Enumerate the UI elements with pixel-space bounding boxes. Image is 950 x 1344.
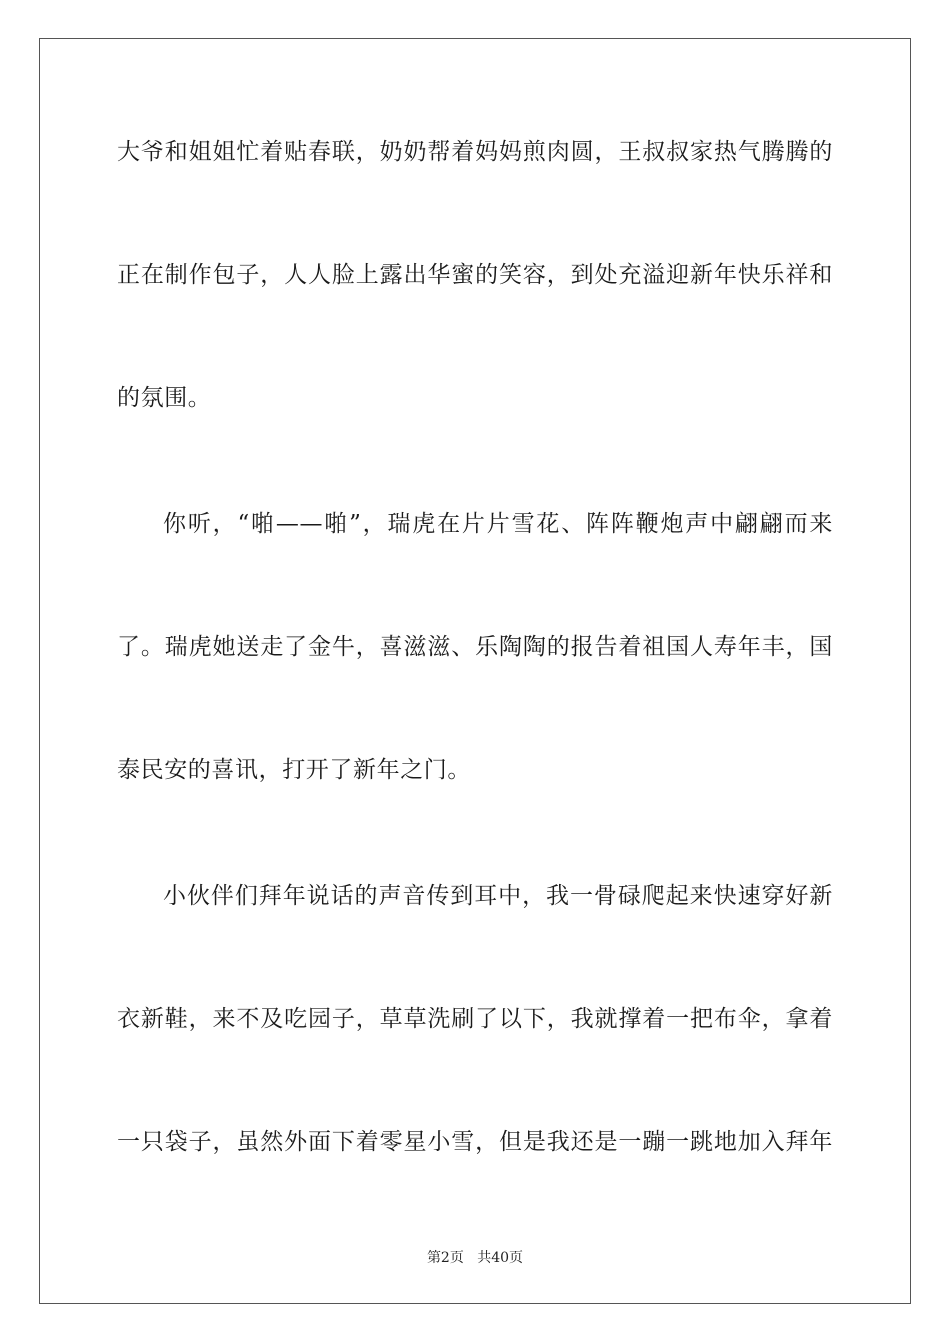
page-total: 共40页 [477,1250,524,1266]
text-line: 大爷和姐姐忙着贴春联，奶奶帮着妈妈煎肉圆，王叔叔家热气腾腾的 [117,139,833,165]
text-line: 了。瑞虎她送走了金牛，喜滋滋、乐陶陶的报告着祖国人寿年丰，国 [117,634,833,660]
paragraph-first-line: 小伙伴们拜年说话的声音传到耳中，我一骨碌爬起来快速穿好新 [163,883,833,909]
text-line: 泰民安的喜讯，打开了新年之门。 [117,757,471,783]
page-footer [0,1248,950,1268]
text-line: 正在制作包子，人人脸上露出华蜜的笑容，到处充溢迎新年快乐祥和 [117,262,833,288]
text-line: 衣新鞋，来不及吃园子，草草洗刷了以下，我就撑着一把布伞，拿着 [117,1006,833,1032]
page-border [39,38,911,1304]
text-line: 一只袋子，虽然外面下着零星小雪，但是我还是一蹦一跳地加入拜年 [117,1129,833,1155]
text-line: 的氛围。 [117,385,212,411]
paragraph-first-line: 你听，“啪——啪”，瑞虎在片片雪花、阵阵鞭炮声中翩翩而来 [163,511,833,537]
page-number: 第2页 [426,1250,464,1266]
